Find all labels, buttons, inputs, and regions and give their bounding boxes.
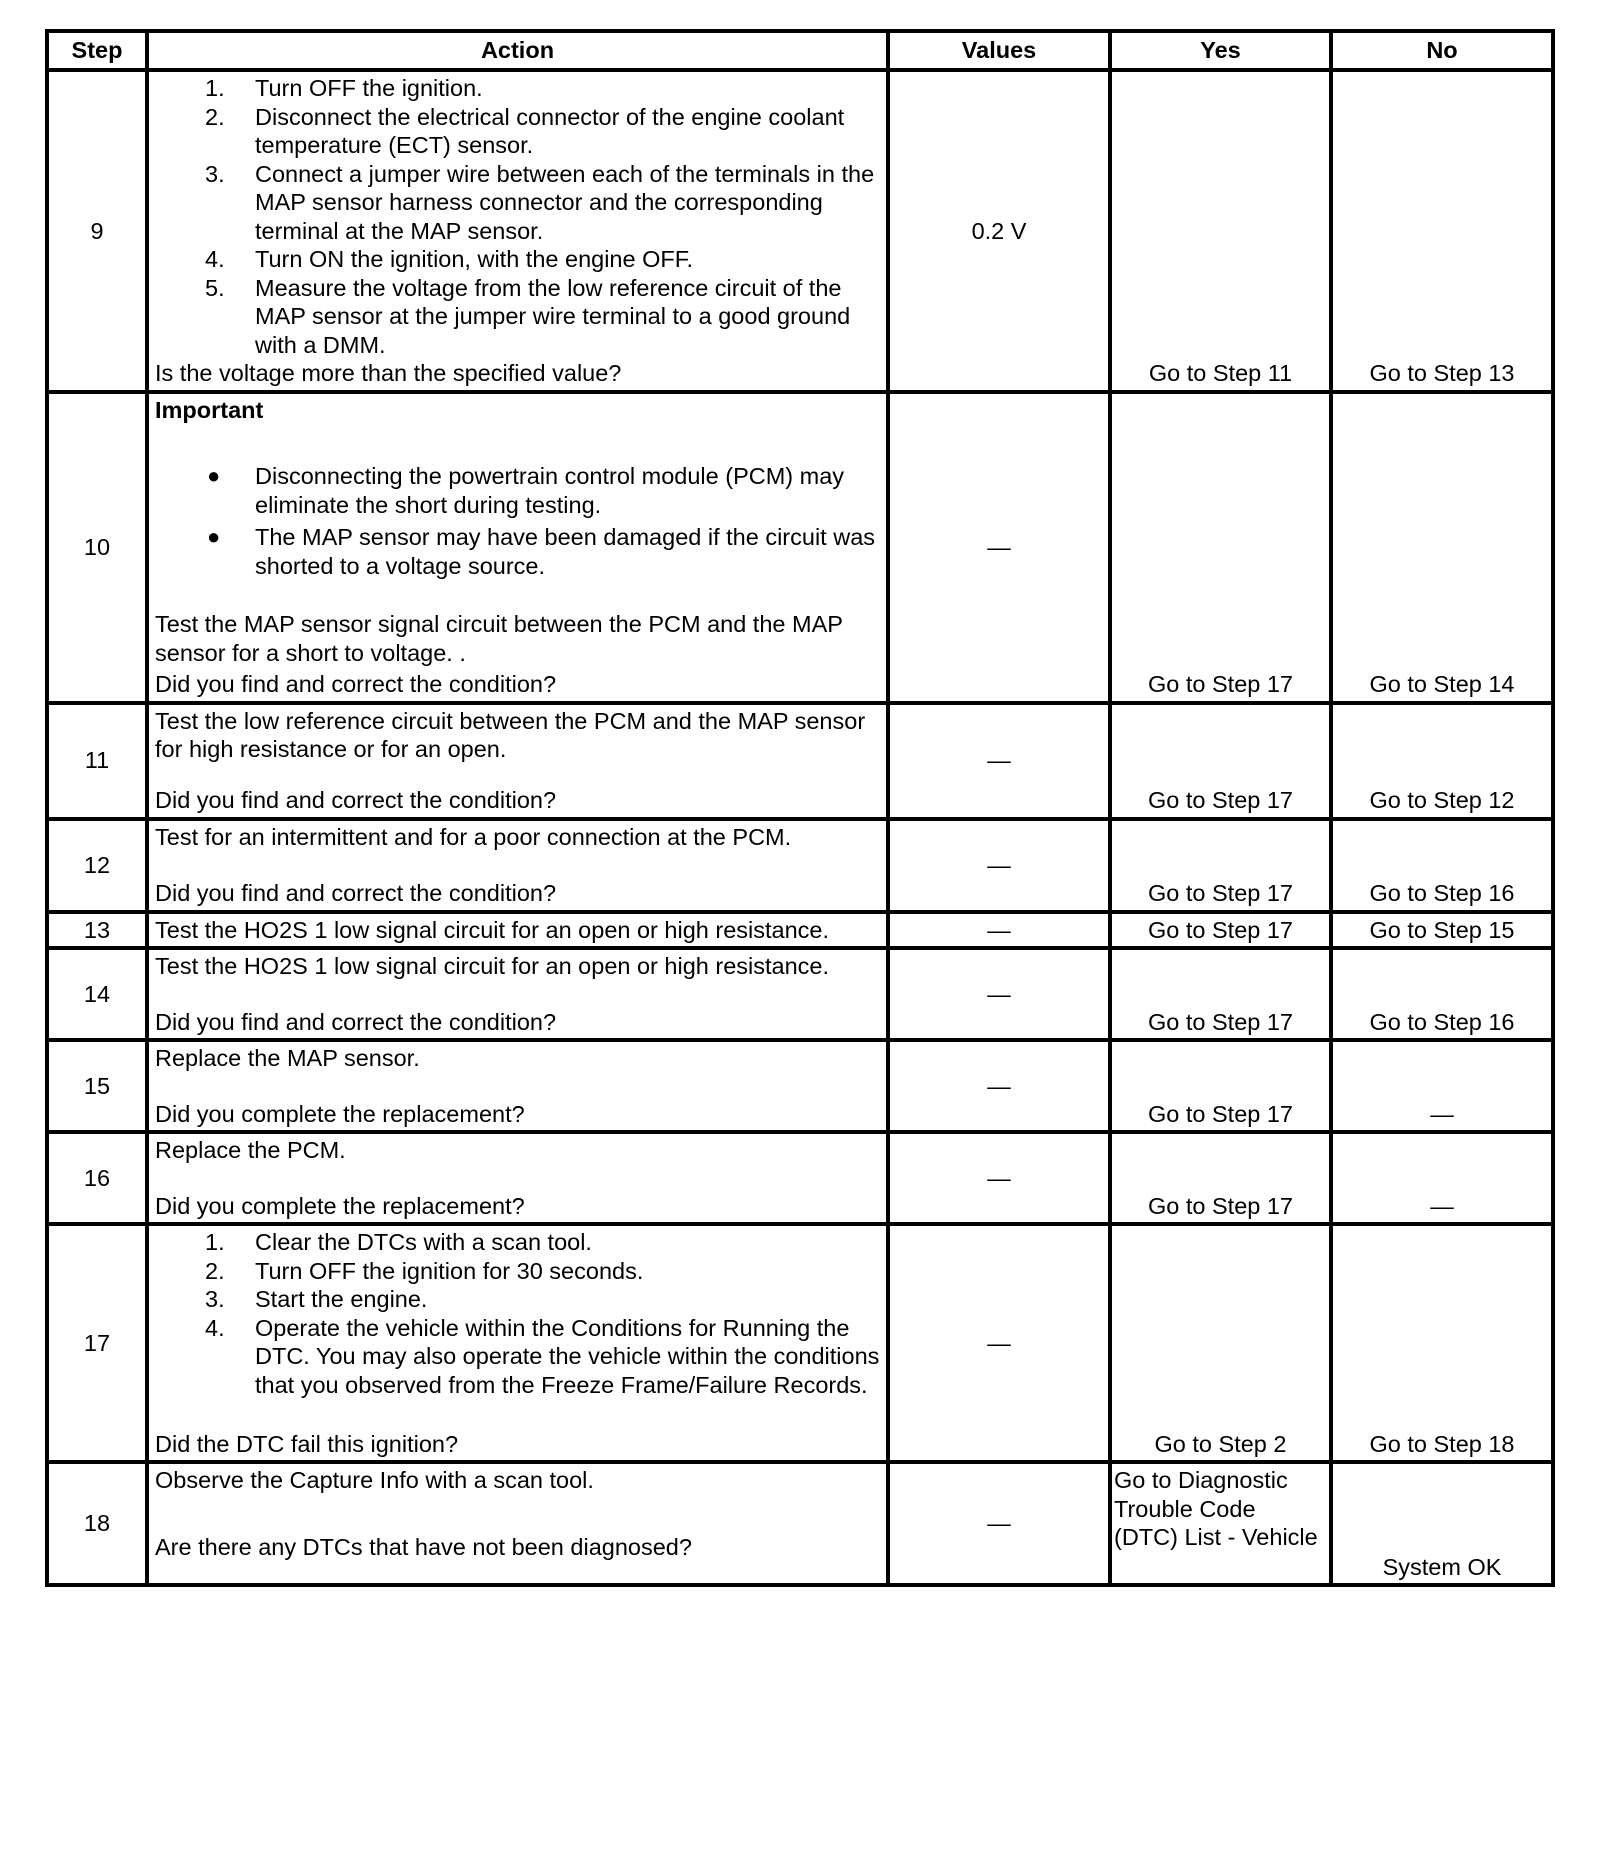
no-cell: Go to Step 15 xyxy=(1331,912,1553,949)
action-instruction: Test the low reference circuit between the PCM and the MAP sensor for high resistance or for an open. xyxy=(155,707,866,762)
yes-cell: Go to Step 17 xyxy=(1110,819,1331,912)
no-cell: System OK xyxy=(1331,1462,1553,1585)
list-item: 2. Disconnect the electrical connector of the engine coolant temperature (ECT) sensor. xyxy=(205,103,845,158)
list-item: 3. Connect a jumper wire between each of the terminals in the MAP sensor harness connector and the corresponding terminal at the MAP sensor. xyxy=(205,160,875,244)
diagnostic-table xyxy=(45,29,1555,1587)
action-cell xyxy=(147,1040,888,1132)
action-question: Did you complete the replacement? xyxy=(155,1100,525,1127)
table-row-step-16 xyxy=(47,1132,1553,1224)
list-item: ● Disconnecting the powertrain control module (PCM) may eliminate the short during testing. xyxy=(155,462,880,519)
values-cell: — xyxy=(888,948,1110,1040)
header-yes: Yes xyxy=(1110,31,1331,70)
action-steps-list xyxy=(155,1228,880,1399)
table-row-step-14 xyxy=(47,948,1553,1040)
table-row-step-17 xyxy=(47,1224,1553,1462)
action-cell xyxy=(147,1462,888,1585)
table-row-step-10 xyxy=(47,392,1553,703)
no-cell: Go to Step 18 xyxy=(1331,1224,1553,1462)
values-cell: — xyxy=(888,1462,1110,1585)
step-number: 9 xyxy=(47,70,147,392)
no-cell: Go to Step 16 xyxy=(1331,819,1553,912)
yes-cell: Go to Step 17 xyxy=(1110,1040,1331,1132)
action-steps-list xyxy=(155,74,880,359)
action-instruction: Observe the Capture Info with a scan tool. xyxy=(155,1467,594,1493)
no-cell: — xyxy=(1331,1132,1553,1224)
list-item: 1. Turn OFF the ignition. xyxy=(205,75,483,101)
values-cell: — xyxy=(888,1132,1110,1224)
header-step: Step xyxy=(47,31,147,70)
yes-cell: Go to Step 2 xyxy=(1110,1224,1331,1462)
values-cell: — xyxy=(888,703,1110,819)
header-action: Action xyxy=(147,31,888,70)
step-number: 11 xyxy=(47,703,147,819)
table-row-step-18 xyxy=(47,1462,1553,1585)
action-instruction: Replace the PCM. xyxy=(155,1137,346,1163)
action-cell xyxy=(147,819,888,912)
action-instruction: Test the MAP sensor signal circuit between the PCM and the MAP sensor for a short to voltage. . xyxy=(155,611,843,666)
action-question: Did you complete the replacement? xyxy=(155,1192,525,1219)
list-item: 4. Turn ON the ignition, with the engine OFF. xyxy=(205,246,694,272)
table-row-step-11 xyxy=(47,703,1553,819)
action-question: Is the voltage more than the specified value? xyxy=(155,360,622,386)
step-number: 10 xyxy=(47,392,147,703)
action-cell xyxy=(147,703,888,819)
list-item: 4. Operate the vehicle within the Conditions for Running the DTC. You may also operate the vehicle within the conditions that you observed from the Freeze Frame/Failure Records. xyxy=(205,1314,880,1398)
table-row-step-15 xyxy=(47,1040,1553,1132)
table-row-step-12 xyxy=(47,819,1553,912)
important-label: Important xyxy=(155,396,264,423)
action-cell xyxy=(147,1224,888,1462)
action-cell xyxy=(147,392,888,703)
list-item: 5. Measure the voltage from the low reference circuit of the MAP sensor at the jumper wire terminal to a good ground with a DMM. xyxy=(205,274,851,358)
bullet-icon: ● xyxy=(207,463,221,488)
no-cell: Go to Step 14 xyxy=(1331,392,1553,703)
yes-cell: Go to Step 17 xyxy=(1110,392,1331,703)
action-instruction: Test the HO2S 1 low signal circuit for an open or high resistance. xyxy=(155,953,830,979)
header-row xyxy=(47,31,1553,70)
step-number: 15 xyxy=(47,1040,147,1132)
no-cell: Go to Step 16 xyxy=(1331,948,1553,1040)
action-question: Are there any DTCs that have not been diagnosed? xyxy=(155,1533,692,1560)
step-number: 17 xyxy=(47,1224,147,1462)
values-cell: — xyxy=(888,392,1110,703)
no-cell: Go to Step 12 xyxy=(1331,703,1553,819)
action-question: Did the DTC fail this ignition? xyxy=(155,1430,459,1457)
action-cell xyxy=(147,948,888,1040)
action-cell: Test the HO2S 1 low signal circuit for an open or high resistance. xyxy=(147,912,888,949)
action-cell xyxy=(147,70,888,392)
values-cell: — xyxy=(888,1040,1110,1132)
table-row-step-9 xyxy=(47,70,1553,392)
diagnostic-table-container xyxy=(45,29,1551,1587)
yes-cell: Go to Step 11 xyxy=(1110,70,1331,392)
action-instruction: Test for an intermittent and for a poor connection at the PCM. xyxy=(155,823,792,850)
step-number: 16 xyxy=(47,1132,147,1224)
yes-cell: Go to Step 17 xyxy=(1110,948,1331,1040)
action-question: Did you find and correct the condition? xyxy=(155,671,557,697)
yes-cell: Go to Step 17 xyxy=(1110,1132,1331,1224)
action-question: Did you find and correct the condition? xyxy=(155,787,557,813)
yes-cell: Go to Step 17 xyxy=(1110,703,1331,819)
list-item: 2. Turn OFF the ignition for 30 seconds. xyxy=(205,1257,644,1284)
step-number: 14 xyxy=(47,948,147,1040)
list-item: 3. Start the engine. xyxy=(205,1286,428,1312)
table-row-step-13 xyxy=(47,912,1553,949)
action-question: Did you find and correct the condition? xyxy=(155,880,557,906)
step-number: 18 xyxy=(47,1462,147,1585)
no-cell: — xyxy=(1331,1040,1553,1132)
values-cell: — xyxy=(888,912,1110,949)
values-cell: 0.2 V xyxy=(888,70,1110,392)
action-question: Did you find and correct the condition? xyxy=(155,1008,557,1035)
important-bullets xyxy=(155,462,880,580)
list-item: 1. Clear the DTCs with a scan tool. xyxy=(205,1229,592,1255)
step-number: 13 xyxy=(47,912,147,949)
step-number: 12 xyxy=(47,819,147,912)
action-cell xyxy=(147,1132,888,1224)
list-item: ● The MAP sensor may have been damaged if the circuit was shorted to a voltage source. xyxy=(155,523,880,580)
yes-cell: Go to Diagnostic Trouble Code (DTC) List - Vehicle xyxy=(1110,1462,1331,1585)
yes-cell: Go to Step 17 xyxy=(1110,912,1331,949)
header-no: No xyxy=(1331,31,1553,70)
header-values: Values xyxy=(888,31,1110,70)
bullet-icon: ● xyxy=(207,524,221,549)
values-cell: — xyxy=(888,819,1110,912)
no-cell: Go to Step 13 xyxy=(1331,70,1553,392)
values-cell: — xyxy=(888,1224,1110,1462)
action-instruction: Replace the MAP sensor. xyxy=(155,1045,420,1071)
